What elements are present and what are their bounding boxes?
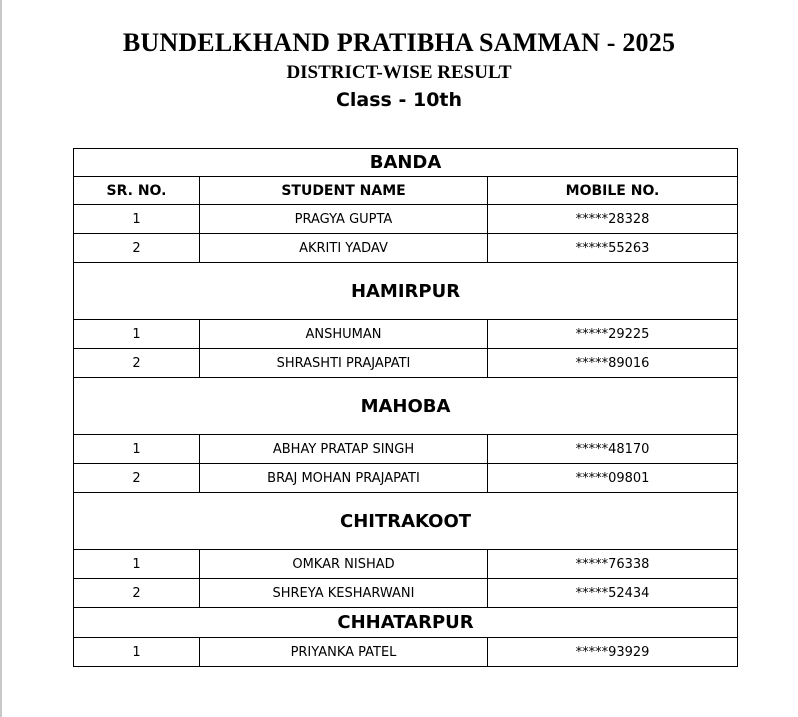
sr-no-cell: 1 <box>74 550 200 579</box>
table-row <box>74 320 738 349</box>
district-row-banda <box>74 149 738 177</box>
mobile-no-cell: *****76338 <box>488 550 738 579</box>
table-row <box>74 464 738 493</box>
header-mobile-no: MOBILE NO. <box>488 177 738 205</box>
table-row <box>74 435 738 464</box>
student-name-cell: BRAJ MOHAN PRAJAPATI <box>200 464 488 493</box>
mobile-no-cell: *****89016 <box>488 349 738 378</box>
student-name-cell: OMKAR NISHAD <box>200 550 488 579</box>
mobile-no-cell: *****93929 <box>488 638 738 667</box>
sr-no-cell: 2 <box>74 579 200 608</box>
mobile-no-cell: *****29225 <box>488 320 738 349</box>
table-row <box>74 349 738 378</box>
table-row <box>74 205 738 234</box>
sr-no-cell: 1 <box>74 205 200 234</box>
student-name-cell: PRAGYA GUPTA <box>200 205 488 234</box>
header-student-name: STUDENT NAME <box>200 177 488 205</box>
header-sr-no: SR. NO. <box>74 177 200 205</box>
table-row <box>74 550 738 579</box>
student-name-cell: SHREYA KESHARWANI <box>200 579 488 608</box>
document-title: BUNDELKHAND PRATIBHA SAMMAN - 2025 <box>122 28 676 57</box>
sr-no-cell: 1 <box>74 435 200 464</box>
table-row <box>74 638 738 667</box>
table-row <box>74 579 738 608</box>
document-subtitle: DISTRICT-WISE RESULT <box>286 62 512 83</box>
sr-no-cell: 1 <box>74 638 200 667</box>
mobile-no-cell: *****28328 <box>488 205 738 234</box>
student-name-cell: SHRASHTI PRAJAPATI <box>200 349 488 378</box>
district-name: MAHOBA <box>74 378 738 435</box>
mobile-no-cell: *****09801 <box>488 464 738 493</box>
student-name-cell: ANSHUMAN <box>200 320 488 349</box>
student-name-cell: PRIYANKA PATEL <box>200 638 488 667</box>
mobile-no-cell: *****52434 <box>488 579 738 608</box>
district-name: CHITRAKOOT <box>74 493 738 550</box>
district-row-hamirpur <box>74 263 738 320</box>
district-row-chhatarpur <box>74 608 738 638</box>
sr-no-cell: 2 <box>74 464 200 493</box>
district-row-chitrakoot <box>74 493 738 550</box>
district-name: BANDA <box>74 149 738 177</box>
district-name: HAMIRPUR <box>74 263 738 320</box>
student-name-cell: ABHAY PRATAP SINGH <box>200 435 488 464</box>
table-row <box>74 234 738 263</box>
sr-no-cell: 1 <box>74 320 200 349</box>
class-label: Class - 10th <box>335 89 463 111</box>
sr-no-cell: 2 <box>74 349 200 378</box>
mobile-no-cell: *****55263 <box>488 234 738 263</box>
district-row-mahoba <box>74 378 738 435</box>
district-name: CHHATARPUR <box>74 608 738 638</box>
table-header-row <box>74 177 738 205</box>
sr-no-cell: 2 <box>74 234 200 263</box>
result-table <box>73 148 738 667</box>
mobile-no-cell: *****48170 <box>488 435 738 464</box>
student-name-cell: AKRITI YADAV <box>200 234 488 263</box>
